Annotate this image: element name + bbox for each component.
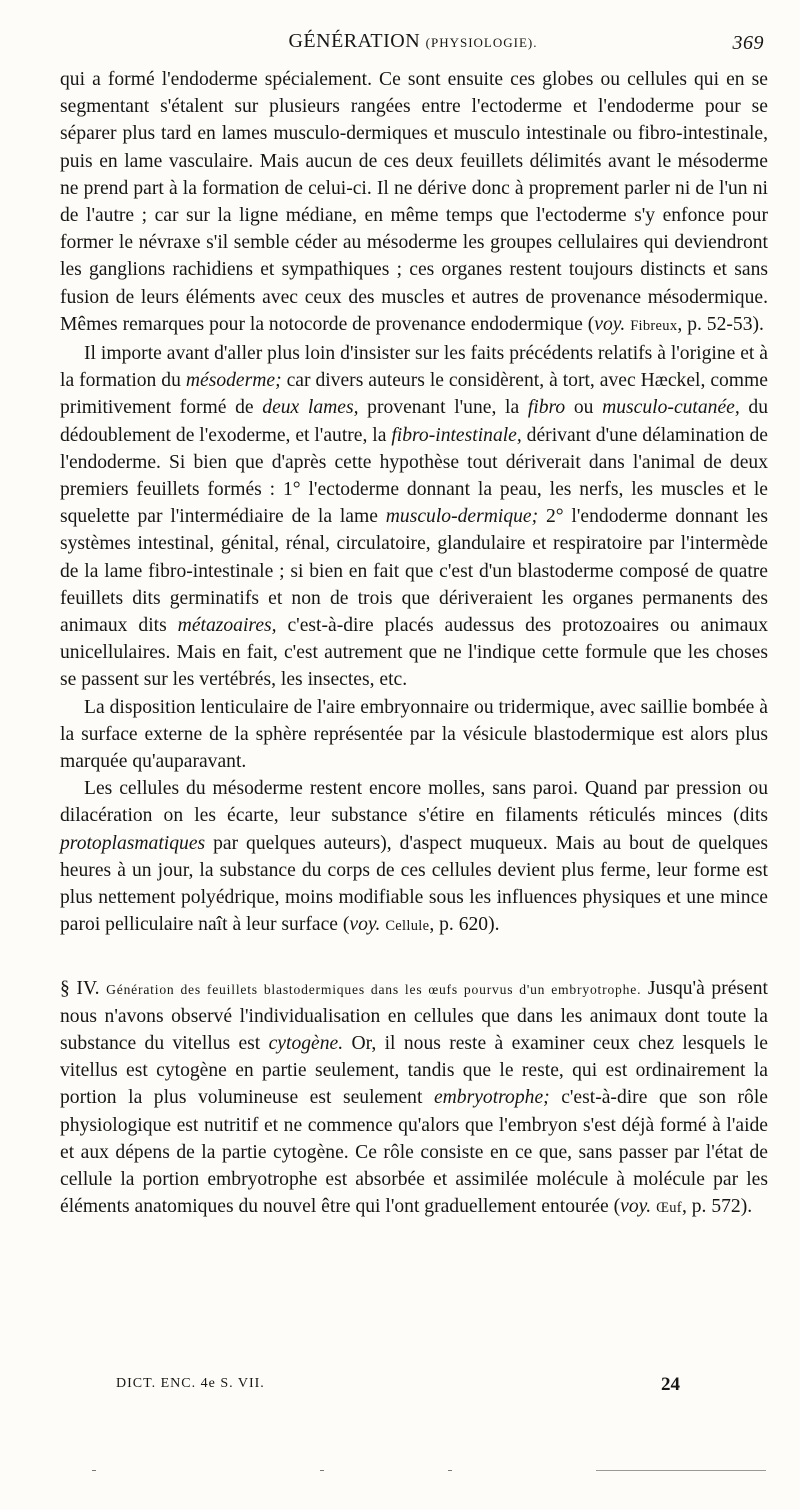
italic-term: cytogène. — [268, 1032, 344, 1054]
body-text — [60, 66, 768, 1222]
section-iv-paragraph — [60, 975, 768, 1223]
italic-term: fibro-intestinale, — [391, 424, 522, 446]
text-run: par quelques auteurs), d'aspect muqueux. Mais au bout de quelques heures à un jour, la substance du corps de ces cellules devient plus ferme, leur forme est plus nettement polyédrique, moins modifiable sous les influences physiques et une mince paroi pelliculaire naît à leur surface ( — [60, 832, 768, 936]
text-run: Or, il nous reste à examiner ceux chez lesquels le vitellus est cytogène en partie seulement, tandis que le reste, qui est ordinairement la portion la plus volumineuse est seulement — [60, 1032, 768, 1109]
small-caps-reference: Fibreux — [630, 317, 678, 334]
text-run: ou — [565, 397, 603, 419]
text-run: Jusqu'à présent nous n'avons observé l'individualisation en cellules que dans les animaux dont toute la substance du vitellus est — [60, 977, 768, 1054]
italic-term: mésoderme; — [185, 370, 282, 392]
text-run: qui a formé l'endoderme spécialement. Ce sont ensuite ces globes ou cellules qui en se segmentant s'étalent sur plusieurs rangées entre l'ectoderme et l'endoderme pour se séparer plus tard en lames musculo-dermiques et musculo intestinale ou fibro-intestinale, puis en lame vasculaire. Mais aucun de ces deux feuillets délimités avant le mésoderme ne prend part à la formation de celui-ci. Il ne dérive donc à proprement parler ni de l'un ni de l'autre ; car sur la ligne médiane, en même temps que l'ectoderme s'y enfonce pour former le névraxe s'il semble céder au mésoderme les groupes cellulaires qui deviendront les ganglions rachidiens et sympathiques ; ces organes restent toujours distincts et sans fusion de leurs éléments avec ceux des muscles et autres de provenance mésodermique. Mêmes remarques pour la notocorde de provenance endodermique ( — [60, 69, 768, 335]
page-number: 369 — [732, 32, 764, 54]
text-run: car divers auteurs le considèrent, à tort, avec Hæckel, comme primitivement formé de — [60, 370, 768, 419]
paragraph-3: La disposition lenticulaire de l'aire embryonnaire ou tridermique, avec saillie bombée à la surface externe de la sphère représentée par la vésicule blastodermique est alors plus marquée qu'auparavant. — [60, 696, 768, 773]
header-subtitle: (PHYSIOLOGIE). — [425, 35, 538, 50]
italic-voy: voy. — [620, 1196, 652, 1218]
page-footer — [116, 1374, 716, 1398]
text-run: , p. 52-53). — [677, 313, 764, 335]
text-run: Les cellules du mésoderme restent encore molles, sans paroi. Quand par pression ou dilacération on les écarte, leur substance s'étire en filaments réticulés minces (dits — [60, 778, 768, 827]
bottom-scan-marks — [0, 1470, 800, 1476]
paragraph-1 — [60, 66, 768, 340]
italic-term: musculo-cutanée, — [602, 397, 740, 419]
italic-term: musculo-dermique; — [385, 506, 539, 528]
italic-term: métazoaires, — [177, 615, 277, 637]
running-title — [62, 30, 764, 53]
small-caps-reference: Œuf — [656, 1200, 682, 1217]
scan-mark — [92, 1470, 96, 1471]
scan-mark — [448, 1470, 452, 1471]
italic-term: embryotrophe; — [433, 1087, 550, 1109]
header-title: GÉNÉRATION — [288, 30, 421, 52]
italic-term: deux lames, — [262, 397, 359, 419]
text-run: c'est-à-dire que son rôle physiologique est nutritif et ne commence qu'alors que l'embryon s'est déjà formé à l'aide et aux dépens de la partie cytogène. Ce rôle consiste en ce que, sans passer par l'état de cellule la portion embryotrophe est absorbée et assimilée molécule à molécule par les éléments anatomiques du nouvel être qui l'ont graduellement entourée ( — [60, 1087, 768, 1218]
scan-mark — [596, 1470, 766, 1471]
text-run: du dédoublement de l'exoderme, et l'autre, la — [60, 397, 769, 446]
section-mark: § IV. — [60, 977, 100, 999]
italic-term: fibro — [527, 397, 566, 419]
text-run: provenant l'une, la — [358, 397, 528, 419]
text-run: dérivant d'une délamination de l'endoderme. Si bien que d'après cette hypothèse tout dériverait dans l'animal de deux premiers feuillets formés : 1° l'ectoderme donnant la peau, les nerfs, les muscles et le squelette par l'intermédiaire de la lame — [60, 424, 768, 528]
section-heading: Génération des feuillets blastodermiques dans les œufs pourvus d'un embryotrophe. — [106, 981, 642, 997]
signature-mark: DICT. ENC. 4e S. VII. — [116, 1376, 265, 1391]
text-run: Il importe avant d'aller plus loin d'insister sur les faits précédents relatifs à l'origine et à la formation du — [60, 343, 768, 392]
sheet-number: 24 — [661, 1374, 680, 1395]
text-run: , p. 620). — [429, 914, 500, 936]
paragraph-2 — [60, 340, 768, 694]
scan-mark — [320, 1470, 324, 1471]
running-header — [62, 30, 764, 58]
text-run: 2° l'endoderme donnant les systèmes intestinal, génital, rénal, circulatoire, glandulaire et respiratoire par l'intermède de la lame fibro-intestinale ; si bien en fait que c'est d'un blastoderme composé de quatre feuillets dits germinatifs et non de trois que dériveraient les organes permanents des animaux dits — [60, 506, 768, 637]
italic-voy: voy. — [349, 914, 381, 936]
text-run: c'est-à-dire placés audessus des protozoaires ou animaux unicellulaires. Mais en fait, c'est autrement que ne l'indique cette formule que les choses se passent sur les vertébrés, les insectes, etc. — [60, 615, 768, 691]
small-caps-reference: Cellule — [385, 918, 430, 935]
paragraph-4 — [60, 775, 768, 940]
italic-term: protoplasmatiques — [60, 832, 206, 854]
italic-voy: voy. — [594, 313, 626, 335]
text-run: , p. 572). — [681, 1196, 753, 1218]
